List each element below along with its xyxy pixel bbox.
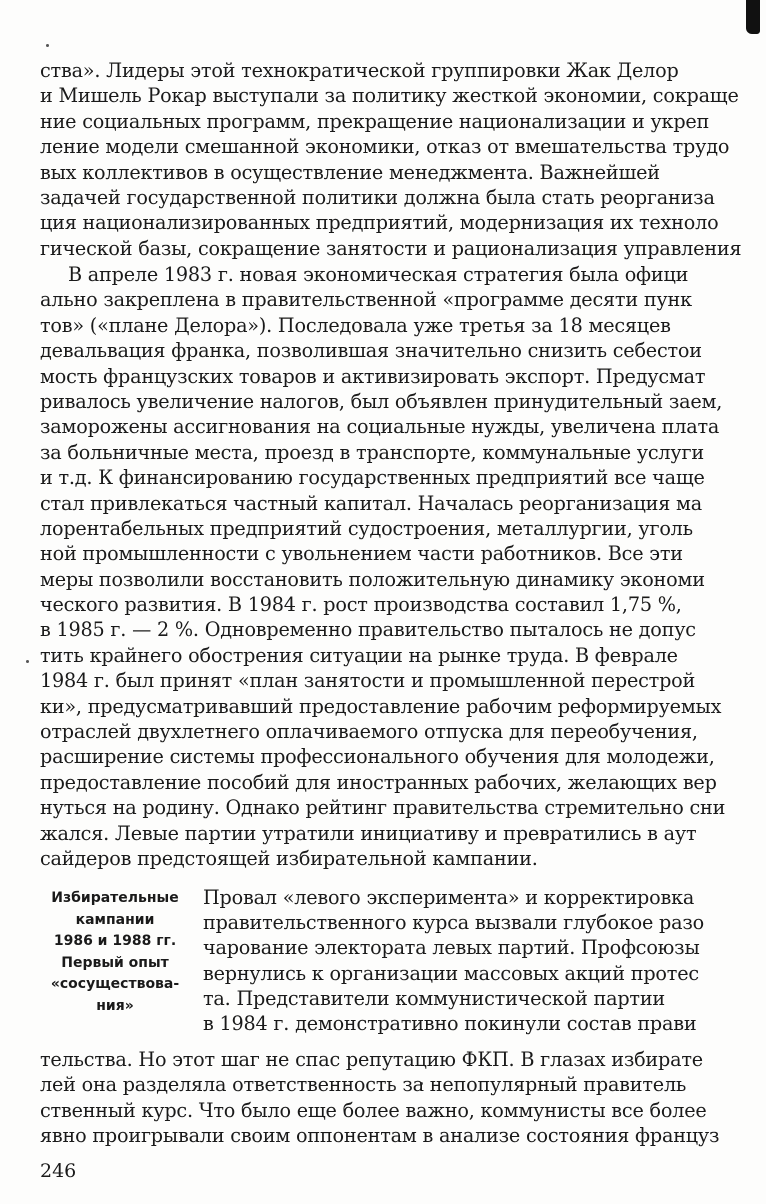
text-line: стал привлекаться частный капитал. Началась реорганизация ма — [40, 491, 702, 515]
text-line: жался. Левые партии утратили инициативу и превратились в аут — [40, 821, 697, 845]
text-line: вернулись к организации массовых акций протес — [203, 961, 699, 985]
text-line: за больничные места, проезд в транспорте, коммунальные услуги — [40, 440, 704, 464]
paragraph-2 — [40, 262, 756, 871]
text-line: мость французских товаров и активизировать экспорт. Предусмат — [40, 364, 706, 388]
text-line: тельства. Но этот шаг не спас репутацию ФКП. В глазах избирате — [40, 1048, 703, 1071]
text-line: и Мишель Рокар выступали за политику жесткой экономии, сокраще — [40, 84, 739, 108]
text-line: ривалось увеличение налогов, был объявлен принудительный заем, — [40, 389, 723, 413]
side-heading-line: «сосуществова- — [50, 976, 180, 992]
text-line: ция национализированных предприятий, модернизация их техноло — [40, 211, 719, 235]
text-line: ственный курс. Что было еще более важно, коммунисты все более — [40, 1098, 707, 1122]
text-line: ки», предусматривавший предоставление рабочим реформируемых — [40, 694, 722, 718]
side-heading — [40, 888, 190, 1017]
side-heading-line: ния» — [96, 997, 134, 1014]
text-line: 1984 г. был принят «план занятости и промышленной перестрой — [40, 669, 696, 693]
text-line: задачей государственной политики должна была стать реорганиза — [40, 185, 715, 209]
scan-speck — [26, 660, 29, 663]
text-line: в 1985 г. — 2 %. Одновременно правительство пыталось не допус — [40, 618, 696, 642]
text-line: нуться на родину. Однако рейтинг правительства стремительно сни — [40, 796, 726, 820]
text-line: та. Представители коммунистической партии — [203, 986, 666, 1010]
section-elections — [40, 885, 756, 1045]
text-line: заморожены ассигнования на социальные нужды, увеличена плата — [40, 415, 720, 439]
text-line: В апреле 1983 г. новая экономическая стратегия была офици — [68, 263, 689, 286]
text-line: лорентабельных предприятий судостроения, металлургии, уголь — [40, 516, 693, 540]
text-line: меры позволили восстановить положительную динамику экономи — [40, 567, 705, 591]
text-line: ально закреплена в правительственной «программе десяти пунк — [40, 288, 692, 312]
paragraph-4 — [40, 1047, 756, 1149]
text-line: гической базы, сокращение занятости и рационализация управления — [40, 236, 742, 260]
side-heading-line: 1986 и 1988 гг. — [53, 933, 177, 949]
text-line: ства». Лидеры этой технократической группировки Жак Делор — [40, 59, 679, 82]
scan-edge-mark — [746, 0, 760, 34]
scan-speck — [46, 44, 49, 47]
side-heading-line: кампании — [75, 911, 155, 928]
text-line: правительственного курса вызвали глубокое разо — [203, 911, 704, 935]
text-line: и т.д. К финансированию государственных предприятий все чаще — [40, 466, 705, 490]
text-line: сайдеров предстоящей избирательной кампании. — [40, 846, 538, 870]
paragraph-3 — [203, 885, 756, 1036]
text-line: тов» («плане Делора»). Последовала уже третья за 18 месяцев — [40, 313, 671, 337]
text-line: расширение системы профессионального обучения для молодежи, — [40, 745, 715, 769]
text-line: чарование электората левых партий. Профсоюзы — [203, 936, 700, 960]
text-line: ной промышленности с увольнением части работников. Все эти — [40, 542, 683, 566]
text-line: вых коллективов в осуществление менеджмента. Важнейшей — [40, 160, 660, 184]
text-line: предоставление пособий для иностранных рабочих, желающих вер — [40, 770, 717, 794]
side-heading-line: Первый опыт — [61, 954, 169, 971]
text-line: отраслей двухлетнего оплачиваемого отпуска для переобучения, — [40, 720, 698, 744]
text-line: ние социальных программ, прекращение национализации и укреп — [40, 109, 710, 133]
text-line: Провал «левого эксперимента» и корректировка — [203, 886, 695, 909]
paragraph-1 — [40, 58, 756, 261]
text-line: в 1984 г. демонстративно покинули состав прави — [203, 1011, 697, 1035]
side-heading-line: Избирательные — [51, 890, 179, 906]
page-number: 246 — [40, 1160, 77, 1182]
text-line: тить крайнего обострения ситуации на рынке труда. В феврале — [40, 643, 678, 667]
text-line: явно проигрывали своим оппонентам в анализе состояния француз — [40, 1124, 720, 1148]
text-line: девальвация франка, позволившая значительно снизить себестои — [40, 339, 702, 363]
text-line: ление модели смешанной экономики, отказ от вмешательства трудо — [40, 135, 730, 159]
text-line: лей она разделяла ответственность за непопулярный правитель — [40, 1073, 687, 1097]
text-line: ческого развития. В 1984 г. рост производства составил 1,75 %, — [40, 593, 682, 617]
